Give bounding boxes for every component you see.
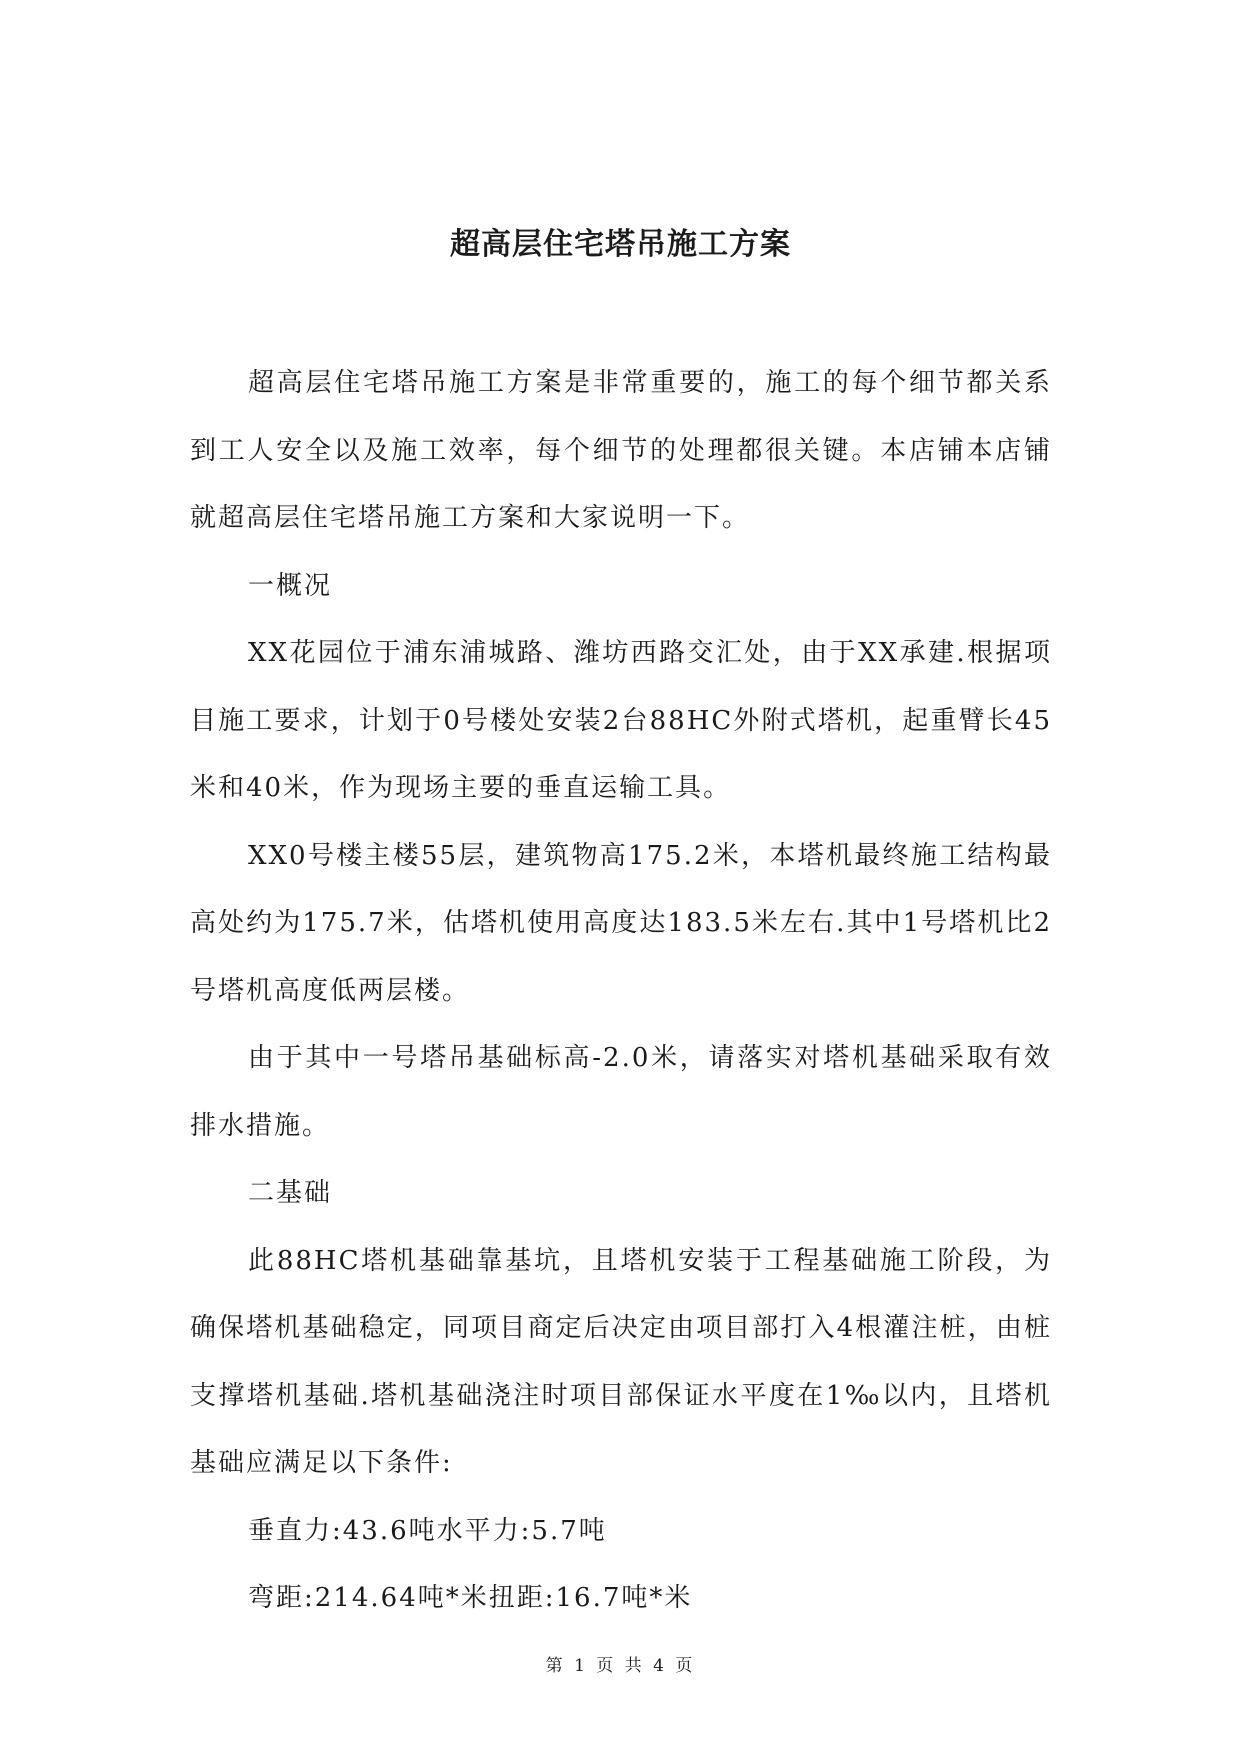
section-heading-foundation: 二基础 xyxy=(248,1178,333,1208)
foundation-paragraph: 此88HC塔机基础靠基坑，且塔机安装于工程基础施工阶段，为确保塔机基础稳定，同项目商定后决定由项目部打入4根灌注桩，由桩支撑塔机基础.塔机基础浇注时项目部保证水平度在1‰以内，且塔机基础应满足以下条件: xyxy=(190,1245,1052,1478)
foundation-force-line: 垂直力:43.6吨水平力:5.7吨 xyxy=(248,1515,607,1546)
overview-paragraph-location: XX花园位于浦东浦城路、潍坊西路交汇处，由于XX承建.根据项目施工要求，计划于0号楼处安装2台88HC外附式塔机，起重臂长45米和40米，作为现场主要的垂直运输工具。 xyxy=(190,638,1052,803)
foundation-moment-line: 弯距:214.64吨*米扭距:16.7吨*米 xyxy=(248,1583,693,1613)
section-heading-overview: 一概况 xyxy=(248,570,333,601)
document-body xyxy=(190,350,1052,1633)
intro-paragraph: 超高层住宅塔吊施工方案是非常重要的，施工的每个细节都关系到工人安全以及施工效率，每个细节的处理都很关键。本店铺本店铺就超高层住宅塔吊施工方案和大家说明一下。 xyxy=(190,368,1052,533)
page-number-footer: 第 1 页 共 4 页 xyxy=(545,1656,696,1676)
document-title: 超高层住宅塔吊施工方案 xyxy=(450,227,791,262)
overview-paragraph-drainage: 由于其中一号塔吊基础标高-2.0米，请落实对塔机基础采取有效排水措施。 xyxy=(190,1043,1052,1141)
overview-paragraph-height: XX0号楼主楼55层，建筑物高175.2米，本塔机最终施工结构最高处约为175.7米，估塔机使用高度达183.5米左右.其中1号塔机比2号塔机高度低两层楼。 xyxy=(190,840,1052,1006)
